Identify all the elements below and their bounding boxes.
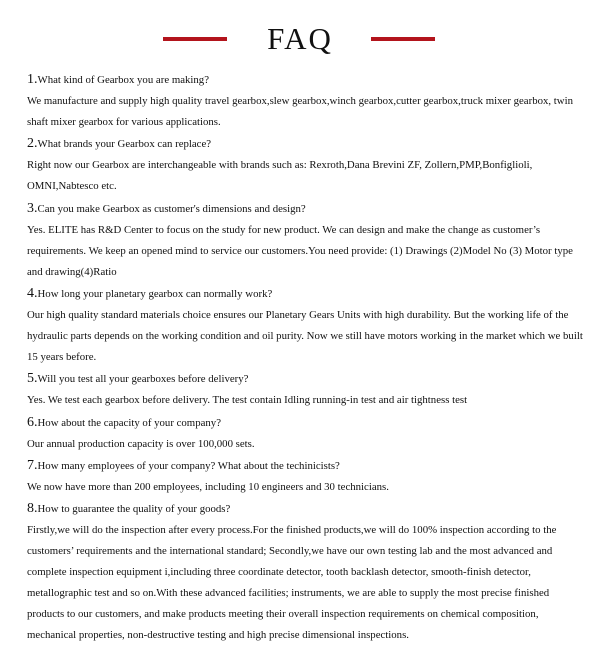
faq-answer: We manufacture and supply high quality travel gearbox,slew gearbox,winch gearbox,cutter gearbox,truck mixer gearbox, twin shaft mixer gearbox for various applications. [27,95,573,129]
faq-question [27,133,587,155]
faq-question [27,455,587,477]
faq-item-7 [27,455,587,498]
question-text: How to guarantee the quality of your goods? [37,502,231,515]
faq-item-4 [27,283,587,368]
question-number: 1. [27,72,38,87]
faq-answer: Yes. ELITE has R&D Center to focus on the study for new product. We can design and make the change as customer’s requirements. We keep an opened mind to service our customers.You need provide: (1) Drawings (2)Model No (3) Motor type and drawing(4)Ratio [27,223,573,278]
question-number: 5. [27,371,38,387]
faq-header [0,20,600,60]
question-number: 8. [27,500,38,516]
question-number: 7. [27,457,38,473]
faq-item-6 [27,412,587,455]
faq-item-1 [27,69,587,133]
page-title: FAQ [267,21,333,56]
faq-answer: Right now our Gearbox are interchangeable with brands such as: Rexroth,Dana Brevini ZF, Zollern,PMP,Bonfiglioli, OMNI,Nabtesco etc. [27,159,533,193]
question-text: How many employees of your company? What about the techinicists? [37,459,340,472]
faq-item-5 [27,368,587,411]
faq-list [27,69,587,647]
faq-question [27,412,587,434]
faq-question [27,368,587,390]
question-text: What brands your Gearbox can replace? [37,138,212,151]
faq-answer: Firstly,we will do the inspection after every process.For the finished products,we will do 100% inspection according to the customers’ requirements and the international standard; Secondly,we have our own testing lab and the most advanced and complete inspection equipment i,including three coordinate detector, tooth backlash detector, smooth-finish detector, metallographic test and so on.With these advanced facilities; instruments, we are able to supply the most precise finished products to our customers, and make products meeting their overall inspection requirements on chemical composition, mechanical properties, non-destructive testing and high precise dimensional inspections. [27,523,557,642]
faq-question [27,283,587,305]
faq-answer: Our annual production capacity is over 100,000 sets. [27,437,255,450]
right-decorative-rule [371,37,435,41]
question-text: What kind of Gearbox you are making? [37,74,209,86]
question-text: How long your planetary gearbox can normally work? [37,287,273,300]
faq-item-8 [27,498,587,647]
faq-answer: We now have more than 200 employees, including 10 engineers and 30 technicians. [27,480,389,493]
question-number: 6. [27,414,38,430]
faq-item-3 [27,198,587,283]
faq-question [27,498,587,520]
faq-answer: Our high quality standard materials choice ensures our Planetary Gears Units with high durability. But the working life of the hydraulic parts depends on the working condition and oil purity. Now we still have motors working in the market which we built 15 years before. [27,309,583,364]
question-text: Will you test all your gearboxes before delivery? [37,373,249,386]
faq-item-2 [27,133,587,197]
question-number: 4. [27,285,38,301]
question-number: 3. [27,200,38,216]
faq-answer: Yes. We test each gearbox before delivery. The test contain Idling running-in test and air tightness test [27,394,468,407]
question-text: How about the capacity of your company? [37,416,221,429]
question-number: 2. [27,136,38,152]
question-text: Can you make Gearbox as customer's dimensions and design? [37,202,306,215]
faq-question [27,198,587,220]
faq-question [27,69,587,91]
